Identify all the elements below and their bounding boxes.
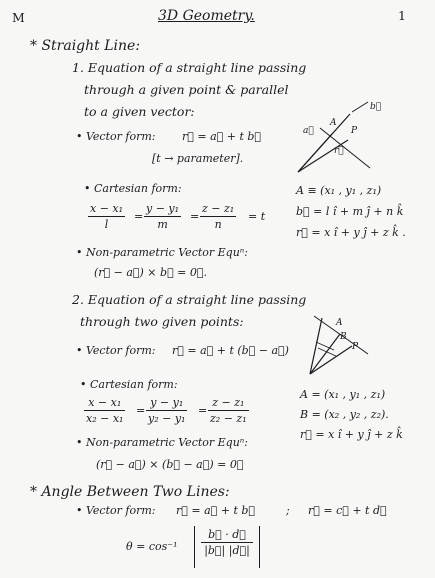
fig2-label-P: P: [352, 342, 359, 352]
fig2-label-A: A: [336, 318, 343, 328]
nonparam-label-2: • Non-parametric Vector Equⁿ:: [76, 436, 248, 449]
fig2-note-point-A: A = (x₁ , y₁ , z₁): [300, 388, 386, 401]
nonparam-eq-2: (r⃗ − a⃗) × (b⃗ − a⃗) = 0⃗: [96, 458, 244, 471]
equals-sign: =: [198, 404, 208, 417]
fig2-note-vector-r: r⃗ = x î + y ĵ + z k̂: [300, 428, 403, 441]
line-eq-2: r⃗ = c⃗ + t d⃗: [308, 504, 387, 517]
item1-title-line2: through a given point & parallel: [84, 82, 289, 97]
frac-num: b⃗ · d⃗: [208, 528, 246, 541]
cartesian-label-2: • Cartesian form:: [80, 378, 178, 391]
cartesian-label-1: • Cartesian form:: [84, 182, 182, 195]
equals-sign: =: [134, 210, 144, 223]
cartesian-fraction-x-1: [88, 202, 125, 231]
frac-num: x − x₁: [88, 396, 122, 409]
frac-num: z − z₁: [202, 202, 235, 215]
frac-num: z − z₁: [212, 396, 245, 409]
frac-den: l: [104, 218, 109, 231]
equals-sign: =: [190, 210, 200, 223]
vector-form-label-1: • Vector form:: [76, 130, 156, 143]
frac-num: x − x₁: [90, 202, 124, 215]
cartesian-tail-1: = t: [248, 210, 266, 223]
frac-den: x₂ − x₁: [86, 412, 124, 425]
absolute-value-bars: [194, 526, 260, 568]
section-heading-straight-line: * Straight Line:: [30, 38, 141, 54]
cartesian-fraction-z-1: [200, 202, 236, 231]
frac-den: n: [214, 218, 222, 231]
cartesian-fraction-y-1: [144, 202, 181, 231]
angle-fraction: [201, 528, 253, 557]
fig1-label-r: r⃗: [334, 146, 344, 156]
fig1-note-vector-r: r⃗ = x î + y ĵ + z k̂ .: [296, 226, 406, 239]
item2-title-line2: through two given points:: [80, 314, 244, 329]
fig1-label-A: A: [330, 118, 337, 128]
cartesian-fraction-y-2: [146, 396, 187, 425]
fig1-label-P: P: [351, 126, 358, 136]
item1-title-line1: 1. Equation of a straight line passing: [72, 60, 307, 75]
vector-form-label-3: • Vector form:: [76, 504, 156, 517]
corner-mark: M: [12, 10, 25, 25]
frac-den: z₂ − z₁: [210, 412, 247, 425]
line-eq-separator: ;: [286, 504, 290, 517]
vector-form-label-2: • Vector form:: [76, 344, 156, 357]
frac-den: m: [157, 218, 168, 231]
fig1-note-vector-b: b⃗ = l î + m ĵ + n k̂: [296, 205, 404, 218]
nonparam-label-1: • Non-parametric Vector Equⁿ:: [76, 246, 248, 259]
item2-title-line1: 2. Equation of a straight line passing: [72, 292, 307, 307]
vector-form-eq-2: r⃗ = a⃗ + t (b⃗ − a⃗): [172, 344, 289, 357]
fig1-label-b: b⃗: [370, 102, 382, 112]
page-title: 3D Geometry.: [158, 8, 255, 24]
section-heading-angle: * Angle Between Two Lines:: [30, 484, 230, 500]
frac-den: |b⃗| |d⃗|: [204, 544, 250, 557]
fig1-note-point-A: A ≡ (x₁ , y₁ , z₁): [296, 184, 382, 197]
page-number: 1: [398, 8, 406, 23]
parameter-note: [t → parameter].: [152, 152, 244, 165]
angle-formula-lhs: θ = cos⁻¹: [126, 540, 178, 553]
vector-form-eq-1: r⃗ = a⃗ + t b⃗: [182, 130, 261, 143]
cartesian-fraction-z-2: [208, 396, 249, 425]
fig2-note-point-B: B = (x₂ , y₂ , z₂).: [300, 408, 389, 421]
fig1-label-a: a⃗: [303, 126, 314, 136]
cartesian-fraction-x-2: [84, 396, 125, 425]
frac-num: y − y₁: [146, 202, 180, 215]
line-eq-1: r⃗ = a⃗ + t b⃗: [176, 504, 255, 517]
nonparam-eq-1: (r⃗ − a⃗) × b⃗ = 0⃗.: [94, 266, 207, 279]
equals-sign: =: [136, 404, 146, 417]
item1-title-line3: to a given vector:: [84, 104, 195, 119]
fig2-label-B: B: [340, 332, 347, 342]
frac-den: y₂ − y₁: [148, 412, 186, 425]
frac-num: y − y₁: [150, 396, 184, 409]
